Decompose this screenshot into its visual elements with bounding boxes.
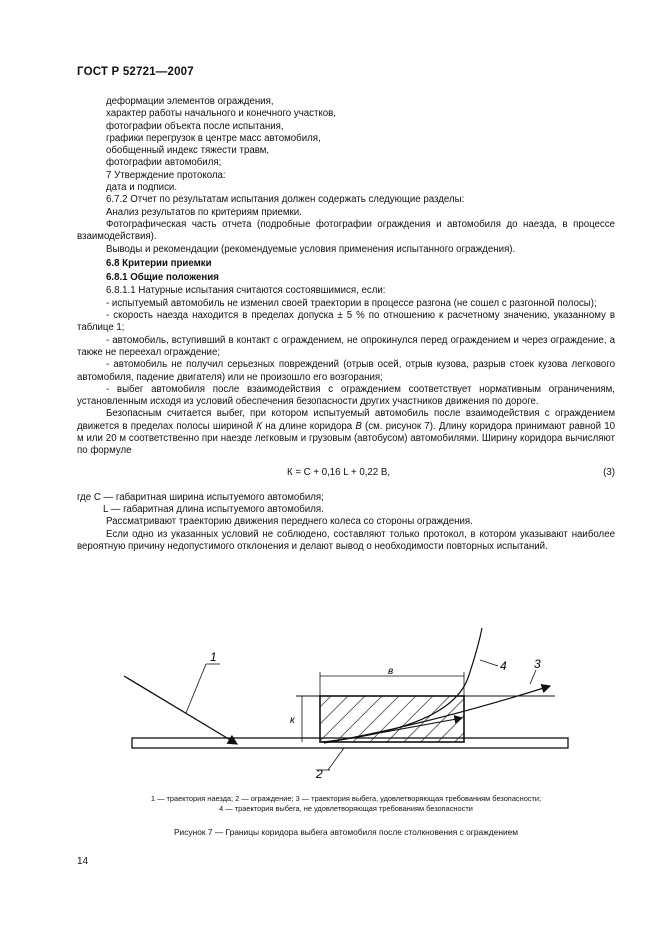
figure-7-diagram — [110, 628, 580, 788]
paragraph-safe-runout: Безопасным считается выбег, при котором испытуемый автомобиль после взаимодействия с ограждением движется в пределах полосы шириной К на длине коридора В (см. рисунок 7). Длину коридора принимают равной 10 м или 20 м соответственно при наезде легковым и грузовым (автобусом) автомобилями. Ширину коридора вычисляют по формуле — [77, 408, 615, 457]
list-item: характер работы начального и конечного участков, — [106, 108, 336, 120]
document-body — [77, 96, 615, 553]
label-3: 3 — [534, 657, 541, 671]
dimension-b-label: в — [388, 666, 394, 677]
list-item: графики перегрузок в центре масс автомобиля, — [106, 132, 321, 144]
paragraph-photo: Фотографическая часть отчета (подробные фотографии ограждения и автомобиля до наезда, в процессе взаимодействия). — [77, 218, 615, 243]
heading-68: 6.8 Критерии приемки — [106, 257, 212, 269]
figure-legend-line1: 1 — траектория наезда; 2 — ограждение; 3 — траектория выбега, удовлетворяющая требованиям безопасности; — [150, 794, 542, 803]
condition-item: - скорость наезда находится в пределах допуска ± 5 % по отношению к расчетному значению, указанному в таблице 1; — [77, 310, 615, 334]
label-1: 1 — [210, 650, 217, 664]
condition-item: - выбег автомобиля после взаимодействия с ограждением соответствует нормативным ограничениям, установленным исходя из условий обеспечения безопасности других участников движения по дороге. — [77, 383, 615, 408]
list-item: фотографии автомобиля; — [106, 157, 222, 169]
label-2: 2 — [316, 767, 323, 781]
label-4: 4 — [500, 659, 507, 673]
list-item: фотографии объекта после испытания, — [106, 120, 284, 132]
paragraph-if-not: Если одно из указанных условий не соблюдено, составляют только протокол, в котором указывают наиболее вероятную причину недопустимого отклонения и делают вывод о необходимости повторных испытаний. — [77, 528, 615, 552]
condition-item: - автомобиль, вступивший в контакт с ограждением, не опрокинулся перед ограждением и через ограждение, а также не переехал ограждение; — [77, 334, 615, 358]
page-number: 14 — [77, 856, 89, 867]
formula-3 — [77, 467, 615, 481]
where-line-1: где С — габаритная ширина испытуемого автомобиля; — [77, 491, 324, 503]
condition-item: - испытуемый автомобиль не изменил своей траектории в процессе разгона (не сошел с разгонной полосы); — [106, 297, 597, 309]
paragraph-conclusions: Выводы и рекомендации (рекомендуемые условия применения испытанного ограждения). — [106, 243, 516, 255]
paragraph-6811: 6.8.1.1 Натурные испытания считаются состоявшимися, если: — [106, 285, 386, 297]
list-item: обобщенный индекс тяжести травм, — [106, 145, 270, 157]
document-header: ГОСТ Р 52721—2007 — [77, 66, 194, 78]
figure-caption: Рисунок 7 — Границы коридора выбега автомобиля после столкновения с ограждением — [173, 827, 519, 837]
dimension-k-label: к — [290, 715, 295, 726]
formula-text: К = С + 0,16 L + 0,22 В, — [287, 466, 391, 478]
paragraph-672: 6.7.2 Отчет по результатам испытания должен содержать следующие разделы: — [106, 194, 465, 206]
corridor-hatched — [320, 696, 464, 742]
list-item: 7 Утверждение протокола: — [106, 169, 226, 181]
list-items — [77, 96, 615, 194]
paragraph-trajectory: Рассматривают траекторию движения переднего колеса со стороны ограждения. — [106, 516, 473, 528]
heading-681: 6.8.1 Общие положения — [106, 272, 219, 284]
paragraph-analysis: Анализ результатов по критериям приемки. — [106, 206, 302, 218]
trajectory-1 — [124, 676, 237, 744]
formula-number: (3) — [603, 466, 615, 478]
figure-legend — [77, 794, 615, 813]
list-item: деформации элементов ограждения, — [106, 96, 274, 107]
where-line-2: L — габаритная длина испытуемого автомобиля. — [103, 503, 324, 515]
condition-item: - автомобиль не получил серьезных повреждений (отрыв осей, отрыв кузова, разрыв стоек кузова легкового автомобиля, падение двигателя) или не произошло его возгорания; — [77, 359, 615, 383]
figure-legend-line2: 4 — траектория выбега, не удовлетворяющая требованиям безопасности — [219, 803, 473, 813]
list-item: дата и подписи. — [106, 182, 178, 194]
